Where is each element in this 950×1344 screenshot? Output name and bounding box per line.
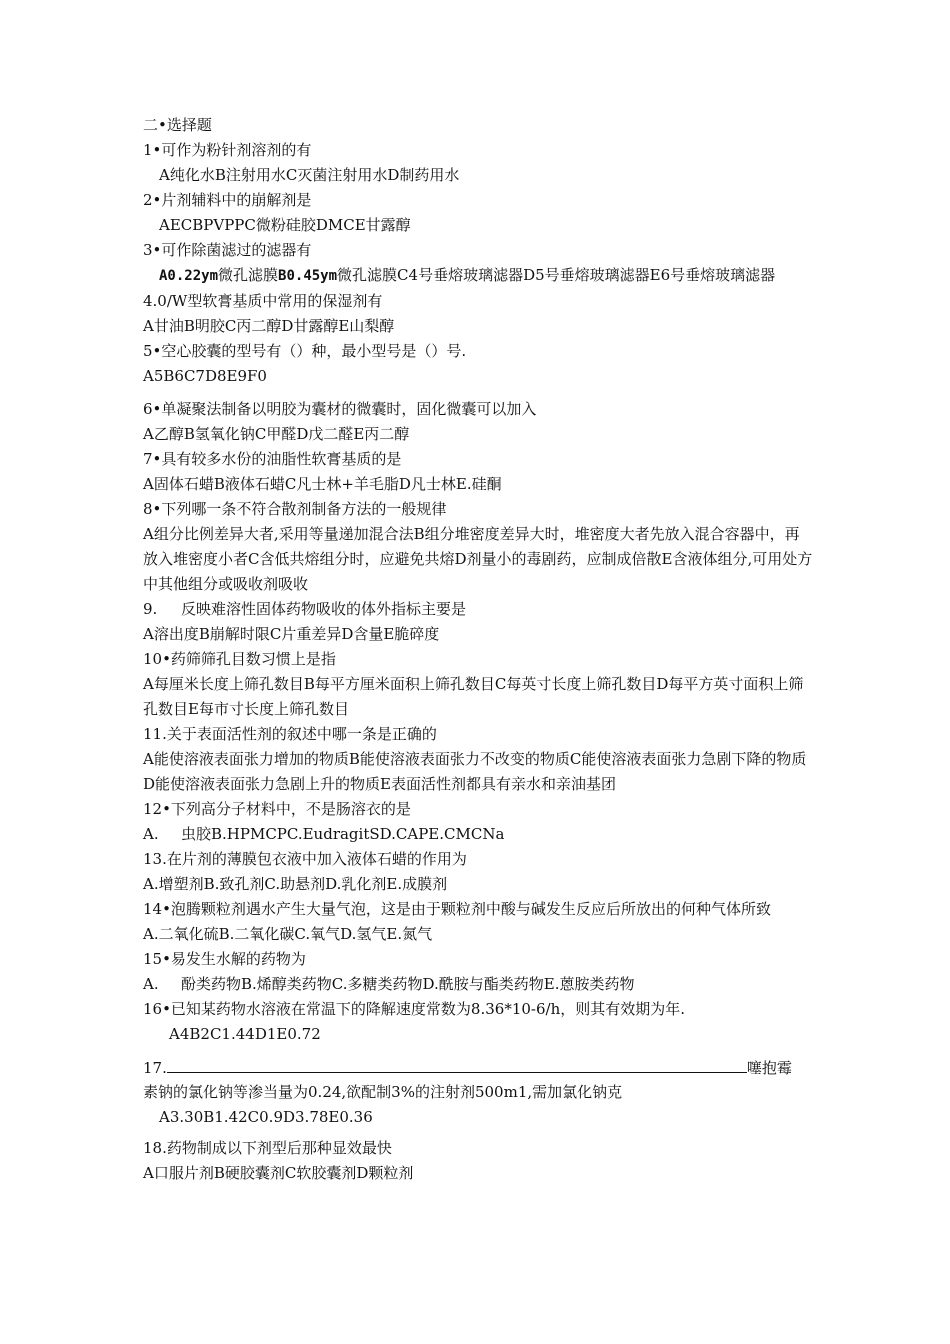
- question-2: 2•片剂辅料中的崩解剂是: [143, 191, 312, 209]
- question-18: 18.药物制成以下剂型后那种显效最快: [143, 1139, 392, 1157]
- options-6: A乙醇B氢氧化钠C甲醛D戊二醛E丙二醇: [143, 425, 410, 443]
- question-8: 8•下列哪一条不符合散剂制备方法的一般规律: [143, 500, 447, 518]
- question-10: 10•药筛筛孔目数习惯上是指: [143, 650, 336, 668]
- question-9-number: 9.: [143, 600, 158, 618]
- options-16: A4B2C1.44D1E0.72: [169, 1025, 321, 1043]
- options-15-text: 酚类药物B.烯醇类药物C.多糖类药物D.酰胺与酯类药物E.蒽胺类药物: [181, 975, 635, 993]
- options-12: [143, 822, 813, 847]
- question-5: 5•空心胶囊的型号有（）种，最小型号是（）号.: [143, 342, 467, 360]
- options-1: A纯化水B注射用水C灭菌注射用水D制药用水: [159, 166, 460, 184]
- question-7: 7•具有较多水份的油脂性软膏基质的是: [143, 450, 402, 468]
- document-body: [143, 113, 813, 1186]
- question-3: 3•可作除菌滤过的滤器有: [143, 241, 312, 259]
- options-4: A甘油B明胶C丙二醇D甘露醇E山梨醇: [143, 317, 395, 335]
- options-15: [143, 972, 813, 997]
- options-14: A.二氧化硫B.二氧化碳C.氧气D.氢气E.氮气: [143, 925, 433, 943]
- options-5: A5B6C7D8E9F0: [143, 367, 267, 385]
- options-15-number: A.: [143, 975, 159, 993]
- options-12-number: A.: [143, 825, 159, 843]
- options-13: A.增塑剂B.致孔剂C.助悬剂D.乳化剂E.成膜剂: [143, 875, 448, 893]
- question-16: 16•已知某药物水溶液在常温下的降解速度常数为8.36*10-6/h，则其有效期为年.: [143, 1000, 686, 1018]
- options-11: A能使溶液表面张力增加的物质B能使溶液表面张力不改变的物质C能使溶液表面张力急剧下降的物质D能使溶液表面张力急剧上升的物质E表面活性剂都具有亲水和亲油基团: [143, 750, 807, 793]
- options-12-text: 虫胶B.HPMCPC.EudragitSD.CAPE.CMCNa: [181, 825, 505, 843]
- question-12: 12•下列高分子材料中，不是肠溶衣的是: [143, 800, 411, 818]
- options-9: A溶出度B崩解时限C片重差异D含量E脆碎度: [143, 625, 440, 643]
- question-4: 4.0/W型软膏基质中常用的保湿剂有: [143, 292, 383, 310]
- options-3-part-a: A0.22ym: [159, 268, 219, 284]
- question-9: [143, 597, 813, 622]
- question-17-continued: 素钠的氯化钠等渗当量为0.24,欲配制3%的注射剂500m1,需加氯化钠克: [143, 1083, 623, 1101]
- options-3-part-b: 微孔滤膜: [218, 266, 279, 284]
- question-13: 13.在片剂的薄膜包衣液中加入液体石蜡的作用为: [143, 850, 467, 868]
- options-7: A固体石蜡B液体石蜡C凡士林+羊毛脂D凡士林E.硅酮: [143, 475, 502, 493]
- question-14: 14•泡腾颗粒剂遇水产生大量气泡，这是由于颗粒剂中酸与碱发生反应后所放出的何种气体所致: [143, 900, 771, 918]
- question-17-blank: [167, 1055, 747, 1073]
- options-3: [143, 263, 813, 289]
- options-18: A口服片剂B硬胶囊剂C软胶囊剂D颗粒剂: [143, 1164, 414, 1182]
- question-9-text: 反映难溶性固体药物吸收的体外指标主要是: [181, 600, 467, 618]
- question-1: 1•可作为粉针剂溶剂的有: [143, 141, 312, 159]
- options-3-part-c: B0.45ym: [278, 268, 338, 284]
- question-17-tail: 噻抱霉: [746, 1059, 792, 1077]
- options-8: A组分比例差异大者,采用等量递加混合法B组分堆密度差异大时，堆密度大者先放入混合容器中，再放入堆密度小者C含低共熔组分时，应避免共熔D剂量小的毒剧药，应制成倍散E含液体组分,可用处方中其他组分或吸收剂吸收: [143, 525, 813, 593]
- options-17: A3.30B1.42C0.9D3.78E0.36: [159, 1108, 373, 1126]
- question-17-number: 17.: [143, 1059, 167, 1077]
- options-10: A每厘米长度上筛孔数目B每平方厘米面积上筛孔数目C每英寸长度上筛孔数目D每平方英寸面积上筛孔数目E每市寸长度上筛孔数目: [143, 675, 804, 718]
- question-11: 11.关于表面活性剂的叙述中哪一条是正确的: [143, 725, 437, 743]
- question-6: 6•单凝聚法制备以明胶为囊材的微囊时，固化微囊可以加入: [143, 400, 537, 418]
- question-17: [143, 1055, 813, 1080]
- options-3-part-d: 微孔滤膜C4号垂熔玻璃滤器D5号垂熔玻璃滤器E6号垂熔玻璃滤器: [337, 266, 776, 284]
- question-15: 15•易发生水解的药物为: [143, 950, 306, 968]
- section-title: 二•选择题: [143, 116, 212, 134]
- options-2: AECBPVPPC微粉硅胶DMCE甘露醇: [159, 216, 411, 234]
